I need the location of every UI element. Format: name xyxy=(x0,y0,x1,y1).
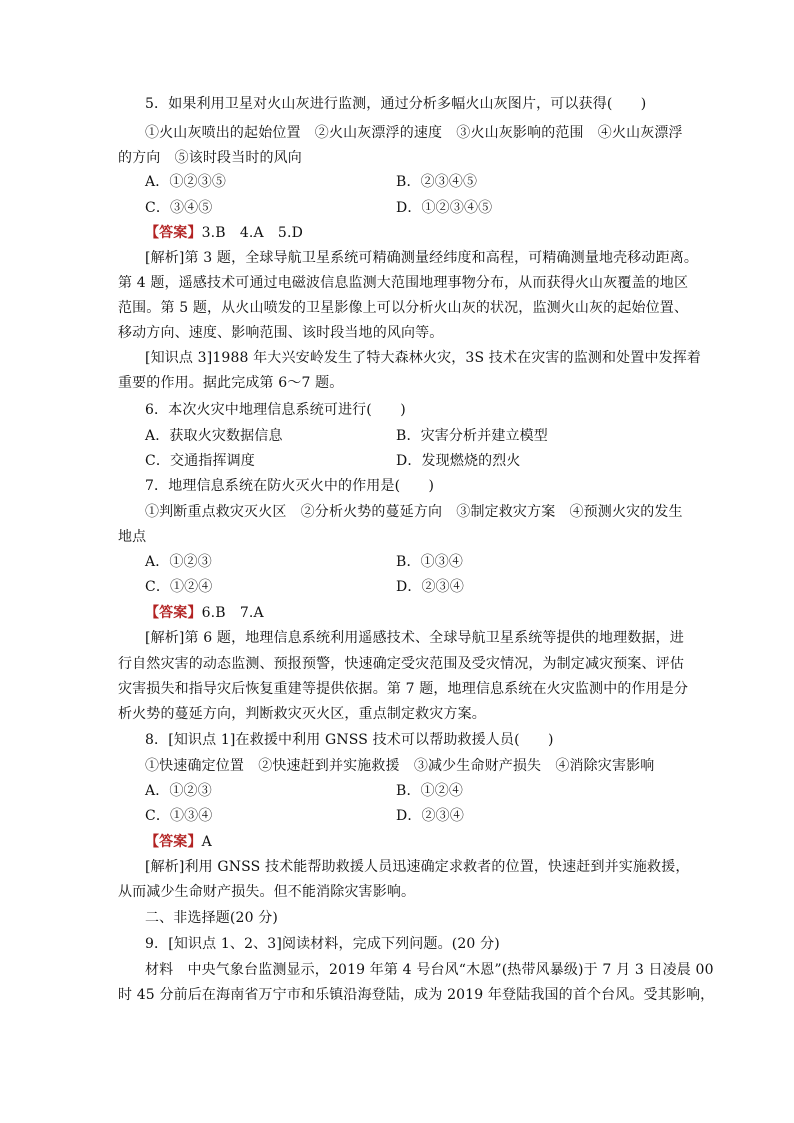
question-7-items-line2: 地点 xyxy=(118,529,147,545)
explanation-3-5-line2: 第 4 题，遥感技术可通过电磁波信息监测大范围地理事物分布，从而获得火山灰覆盖的地区 xyxy=(118,275,689,291)
explanation-6-7-line2: 行自然灾害的动态监测、预报预警，快速确定受灾范围及受灾情况，为制定减灾预案、评估 xyxy=(118,656,684,672)
question-8-option-c: C．①③④ xyxy=(145,808,213,824)
question-7-option-a: A．①②③ xyxy=(145,554,212,570)
answer-6-7 xyxy=(145,603,264,623)
explanation-6-7-line1: [解析]第 6 题，地理信息系统利用遥感技术、全球导航卫星系统等提供的地理数据，进 xyxy=(145,630,684,646)
answer-text: A xyxy=(201,834,212,850)
answer-tag: 【答案】 xyxy=(145,834,202,850)
knowledge-point-3-line2: 重要的作用。据此完成第 6～7 题。 xyxy=(118,375,344,391)
question-6-option-a: A．获取火灾数据信息 xyxy=(145,428,283,444)
question-7-stem: 7．地理信息系统在防火灭火中的作用是( ) xyxy=(145,478,435,494)
question-7-option-d: D．②③④ xyxy=(396,579,464,595)
explanation-6-7-line4: 析火势的蔓延方向，判断救灾灭火区，重点制定救灾方案。 xyxy=(118,706,486,722)
question-9-material-line2: 时 45 分前后在海南省万宁市和乐镇沿海登陆，成为 2019 年登陆我国的首个台风。受其影响， xyxy=(118,987,715,1003)
explanation-8-line1: [解析]利用 GNSS 技术能帮助救援人员迅速确定求救者的位置，快速赶到并实施救援， xyxy=(145,859,690,875)
question-8-items-line1: ①快速确定位置 ②快速赶到并实施救援 ③减少生命财产损失 ④消除灾害影响 xyxy=(145,758,655,774)
answer-tag: 【答案】 xyxy=(145,605,202,621)
answer-8 xyxy=(145,832,212,852)
question-6-stem: 6．本次火灾中地理信息系统可进行( ) xyxy=(145,402,406,418)
question-9-material-line1: 材料 中央气象台监测显示，2019 年第 4 号台风“木恩”(热带风暴级)于 7 月 3 日凌晨 00 xyxy=(145,962,714,978)
question-8-option-b: B．①②④ xyxy=(396,783,464,799)
question-5-option-c: C．③④⑤ xyxy=(145,200,213,216)
question-5-items-line1: ①火山灰喷出的起始位置 ②火山灰漂浮的速度 ③火山灰影响的范围 ④火山灰漂浮 xyxy=(145,125,683,141)
knowledge-point-3-line1: [知识点 3]1988 年大兴安岭发生了特大森林火灾，3S 技术在灾害的监测和处置中发挥着 xyxy=(145,350,702,366)
question-5-option-b: B．②③④⑤ xyxy=(396,174,478,190)
question-5-items-line2: 的方向 ⑤该时段当时的风向 xyxy=(118,150,302,166)
question-5-option-d: D．①②③④⑤ xyxy=(396,200,493,216)
answer-text: 6.B 7.A xyxy=(201,605,264,621)
question-8-option-a: A．①②③ xyxy=(145,783,212,799)
question-5-stem: 5．如果利用卫星对火山灰进行监测，通过分析多幅火山灰图片，可以获得( ) xyxy=(145,96,647,112)
answer-3-5 xyxy=(145,223,303,243)
question-8-stem: 8．[知识点 1]在救援中利用 GNSS 技术可以帮助救援人员( ) xyxy=(145,732,554,748)
explanation-3-5-line3: 范围。第 5 题，从火山喷发的卫星影像上可以分析火山灰的状况，监测火山灰的起始位置、 xyxy=(118,300,689,316)
question-6-option-b: B．灾害分析并建立模型 xyxy=(396,428,548,444)
question-7-option-c: C．①②④ xyxy=(145,579,213,595)
question-7-items-line1: ①判断重点救灾灭火区 ②分析火势的蔓延方向 ③制定救灾方案 ④预测火灾的发生 xyxy=(145,504,683,520)
explanation-3-5-line4: 移动方向、速度、影响范围、该时段当地的风向等。 xyxy=(118,325,444,341)
question-8-option-d: D．②③④ xyxy=(396,808,464,824)
question-9-stem: 9．[知识点 1、2、3]阅读材料，完成下列问题。(20 分) xyxy=(145,936,500,952)
question-6-option-c: C．交通指挥调度 xyxy=(145,453,255,469)
question-5-option-a: A．①②③⑤ xyxy=(145,174,227,190)
explanation-6-7-line3: 灾害损失和指导灾后恢复重建等提供依据。第 7 题，地理信息系统在火灾监测中的作用是分 xyxy=(118,681,689,697)
question-6-option-d: D．发现燃烧的烈火 xyxy=(396,453,521,469)
explanation-8-line2: 从而减少生命财产损失。但不能消除灾害影响。 xyxy=(118,884,416,900)
answer-tag: 【答案】 xyxy=(145,225,202,241)
explanation-3-5-line1: [解析]第 3 题，全球导航卫星系统可精确测量经纬度和高程，可精确测量地壳移动距离。 xyxy=(145,250,699,266)
answer-text: 3.B 4.A 5.D xyxy=(201,225,303,241)
section-heading: 二、非选择题(20 分) xyxy=(145,910,278,926)
question-7-option-b: B．①③④ xyxy=(396,554,464,570)
